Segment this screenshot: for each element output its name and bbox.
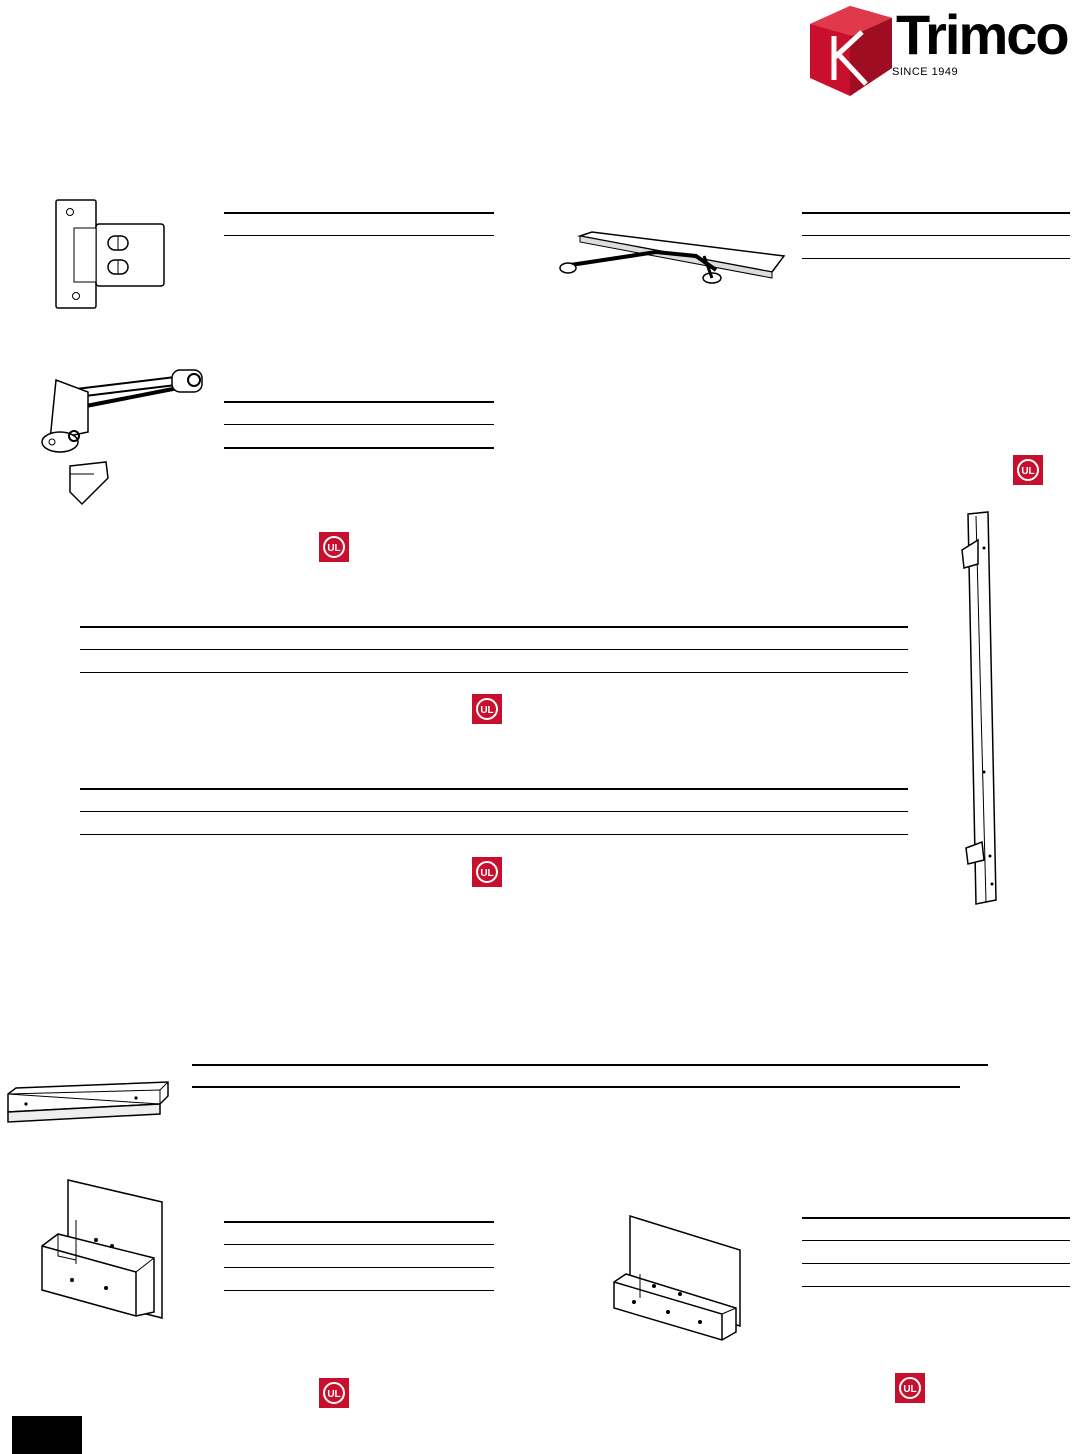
svg-text:UL: UL — [327, 543, 341, 554]
page-number-tab — [12, 1416, 82, 1454]
flush-bolt-icon — [946, 508, 1006, 910]
table-rule — [192, 1086, 960, 1088]
strike-plate-icon — [52, 196, 168, 314]
table-rule — [80, 649, 908, 650]
ul-listed-icon — [319, 532, 349, 562]
table-rule — [224, 424, 494, 425]
table-rule — [224, 1290, 494, 1291]
table-rule — [224, 235, 494, 236]
filler-bar-icon — [4, 1078, 172, 1128]
table-rule — [80, 626, 908, 628]
table-rule — [802, 235, 1070, 236]
friction-stay-icon — [34, 362, 210, 510]
table-rule — [802, 1217, 1070, 1219]
svg-text:UL: UL — [480, 868, 494, 879]
bracket-icon — [610, 1212, 744, 1344]
logo-cube-icon — [804, 2, 896, 98]
brand-logo — [800, 2, 1084, 98]
svg-text:UL: UL — [1021, 466, 1035, 477]
table-rule — [80, 811, 908, 812]
brand-tagline: SINCE 1949 — [892, 66, 959, 78]
svg-text:UL: UL — [327, 1389, 341, 1400]
table-rule — [802, 1286, 1070, 1287]
ul-listed-icon — [895, 1373, 925, 1403]
table-rule — [80, 788, 908, 790]
table-rule — [80, 672, 908, 673]
ul-listed-icon — [1013, 455, 1043, 485]
table-rule — [224, 401, 494, 403]
svg-text:UL: UL — [903, 1384, 917, 1395]
table-rule — [224, 212, 494, 214]
table-rule — [224, 1244, 494, 1245]
table-rule — [80, 834, 908, 835]
table-rule — [224, 447, 494, 449]
overhead-holder-icon — [556, 226, 786, 284]
bracket-icon — [36, 1176, 168, 1322]
table-rule — [224, 1267, 494, 1268]
table-rule — [802, 212, 1070, 214]
table-rule — [802, 1263, 1070, 1264]
ul-listed-icon — [472, 694, 502, 724]
ul-listed-icon — [472, 857, 502, 887]
table-rule — [224, 1221, 494, 1223]
brand-name: Trimco — [896, 3, 1068, 66]
svg-text:UL: UL — [480, 705, 494, 716]
table-rule — [802, 258, 1070, 259]
ul-listed-icon — [319, 1378, 349, 1408]
table-rule — [802, 1240, 1070, 1241]
table-rule — [192, 1064, 988, 1066]
